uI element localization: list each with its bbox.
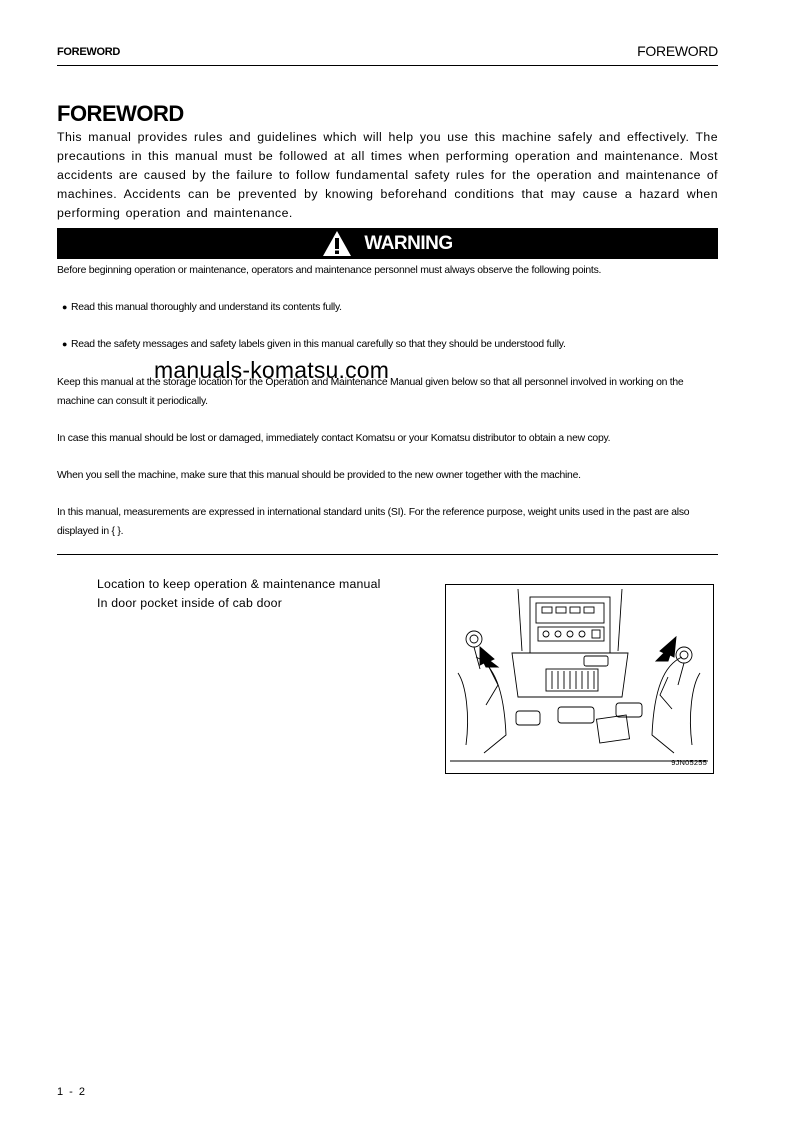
warning-banner (57, 228, 718, 259)
header-right-title: FOREWORD (637, 43, 718, 59)
intro-paragraph: This manual provides rules and guidelines which will help you use this machine safely and effectively. The precautions in this manual must be followed at all times when performing operation and maintenance. Most accidents are caused by the failure to follow fundamental safety rules for the operation and maintenance of machines. Accidents can be prevented by knowing beforehand conditions that may cause a hazard when performing operation and maintenance. (57, 130, 718, 220)
figure-code: 9JN05255 (671, 758, 707, 767)
cab-door-pocket-illustration (445, 584, 714, 774)
location-detail: In door pocket inside of cab door (97, 596, 283, 610)
location-caption: Location to keep operation & maintenance manual (97, 577, 381, 591)
bullet-icon: ● (62, 302, 68, 312)
header-divider (57, 65, 718, 66)
bullet-icon: ● (62, 339, 68, 349)
sell-machine-paragraph: When you sell the machine, make sure that this manual should be provided to the new owner together with the machine. (57, 470, 581, 481)
header-left-title: FOREWORD (57, 46, 120, 58)
warning-bullet-text: Read the safety messages and safety labels given in this manual carefully so that they should be understood fully. (71, 339, 566, 350)
warning-label: WARNING (364, 232, 453, 254)
warning-bullet-item (62, 302, 342, 313)
page-title: FOREWORD (57, 101, 184, 126)
lost-manual-paragraph: In case this manual should be lost or damaged, immediately contact Komatsu or your Komatsu distributor to obtain a new copy. (57, 433, 611, 444)
storage-paragraph: Keep this manual at the storage location for the Operation and Maintenance Manual given below so that all personnel involved in working on the machine can consult it periodically. (57, 377, 684, 407)
units-paragraph: In this manual, measurements are expressed in international standard units (SI). For the reference purpose, weight units used in the past are also displayed in { }. (57, 507, 690, 537)
warning-triangle-icon (322, 230, 352, 257)
page-number: 1 - 2 (57, 1086, 87, 1098)
section-divider (57, 554, 718, 555)
warning-bullet-text: Read this manual thoroughly and understand its contents fully. (71, 302, 342, 313)
watermark-text: manuals-komatsu.com (154, 357, 390, 383)
warning-bullet-item (62, 339, 566, 350)
warning-lead-text: Before beginning operation or maintenance, operators and maintenance personnel must always observe the following points. (57, 265, 602, 276)
